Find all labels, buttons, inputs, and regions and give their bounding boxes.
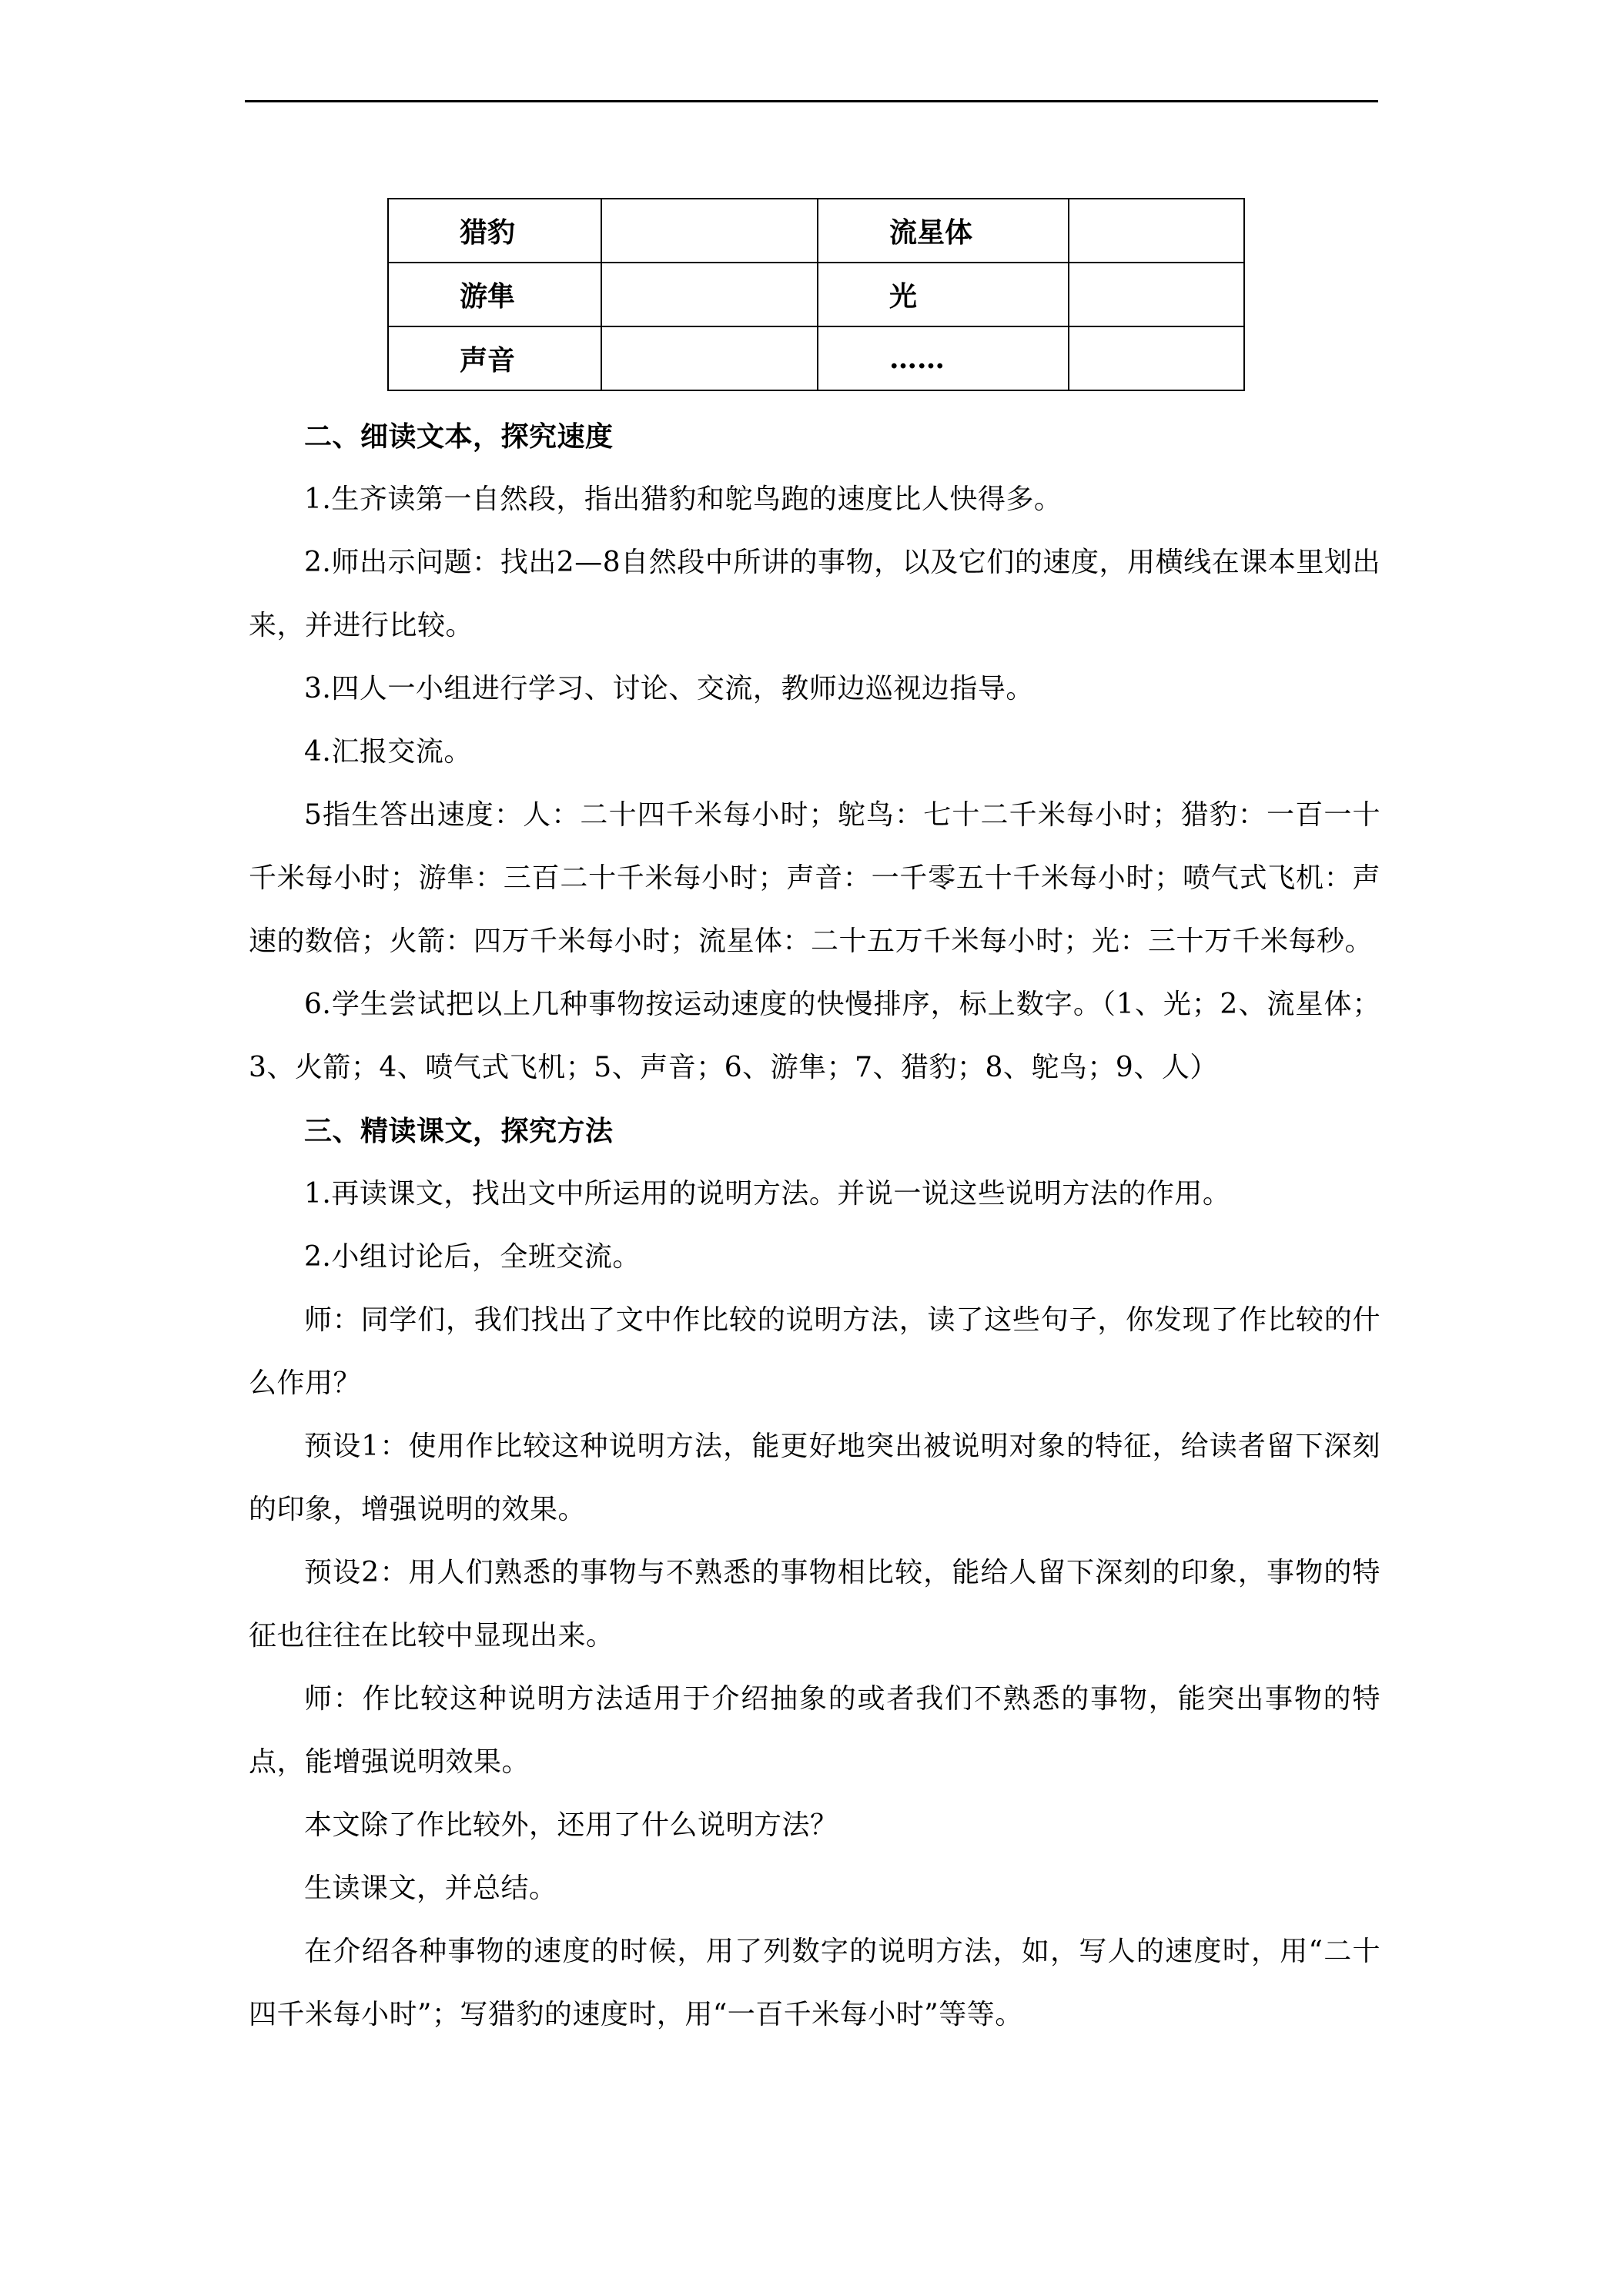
paragraph: 在介绍各种事物的速度的时候，用了列数字的说明方法，如，写人的速度时，用“二十四千米每小时”；写猎豹的速度时，用“一百千米每小时”等等。 <box>249 1936 1380 2030</box>
table-row <box>388 326 1244 390</box>
paragraph: 2.师出示问题：找出2—8自然段中所讲的事物，以及它们的速度，用横线在课本里划出来，并进行比较。 <box>249 547 1380 641</box>
header-rule <box>245 100 1378 102</box>
table-row <box>388 263 1244 326</box>
paragraph: 6.学生尝试把以上几种事物按运动速度的快慢排序，标上数字。（1、光；2、流星体；3、火箭；4、喷气式飞机；5、声音；6、游隼；7、猎豹；8、鸵鸟；9、人） <box>249 989 1380 1083</box>
paragraph: 1.生齐读第一自然段，指出猎豹和鸵鸟跑的速度比人快得多。 <box>304 484 1062 515</box>
paragraph: 预设2：用人们熟悉的事物与不熟悉的事物相比较，能给人留下深刻的印象，事物的特征也往往在比较中显现出来。 <box>249 1557 1380 1652</box>
paragraph: 预设1：使用作比较这种说明方法，能更好地突出被说明对象的特征，给读者留下深刻的印象，增强说明的效果。 <box>249 1431 1380 1525</box>
paragraph: 师：同学们，我们找出了文中作比较的说明方法，读了这些句子，你发现了作比较的什么作用？ <box>249 1304 1380 1399</box>
table-cell-speed-blank <box>601 199 818 263</box>
table-cell-speed-blank <box>601 326 818 390</box>
paragraph: 师：作比较这种说明方法适用于介绍抽象的或者我们不熟悉的事物，能突出事物的特点，能增强说明效果。 <box>249 1683 1380 1778</box>
table-cell-subject: …… <box>818 326 1069 390</box>
table-row <box>388 199 1244 263</box>
table-cell-subject: 声音 <box>388 326 601 390</box>
table-cell-subject: 猎豹 <box>388 199 601 263</box>
paragraph: 3.四人一小组进行学习、讨论、交流，教师边巡视边指导。 <box>304 673 1034 705</box>
speed-table <box>387 198 1245 391</box>
paragraph: 5指生答出速度：人：二十四千米每小时；鸵鸟：七十二千米每小时；猎豹：一百一十千米每小时；游隼：三百二十千米每小时；声音：一千零五十千米每小时；喷气式飞机：声速的数倍；火箭：四万千米每小时；流星体：二十五万千米每小时；光：三十万千米每秒。 <box>249 799 1380 957</box>
table-cell-subject: 游隼 <box>388 263 601 326</box>
table-cell-speed-blank <box>1069 263 1244 326</box>
table-cell-speed-blank <box>601 263 818 326</box>
paragraph: 4.汇报交流。 <box>304 736 472 768</box>
table-cell-speed-blank <box>1069 326 1244 390</box>
table-cell-speed-blank <box>1069 199 1244 263</box>
section-heading: 二、细读文本，探究速度 <box>304 420 614 453</box>
section-heading: 三、精读课文，探究方法 <box>304 1115 614 1147</box>
paragraph: 2.小组讨论后，全班交流。 <box>304 1241 641 1273</box>
paragraph: 1.再读课文，找出文中所运用的说明方法。并说一说这些说明方法的作用。 <box>304 1178 1231 1210</box>
lesson-body <box>249 405 1380 2047</box>
paragraph: 生读课文，并总结。 <box>304 1873 557 1904</box>
paragraph: 本文除了作比较外，还用了什么说明方法？ <box>304 1809 838 1841</box>
table-cell-subject: 流星体 <box>818 199 1069 263</box>
table-cell-subject: 光 <box>818 263 1069 326</box>
